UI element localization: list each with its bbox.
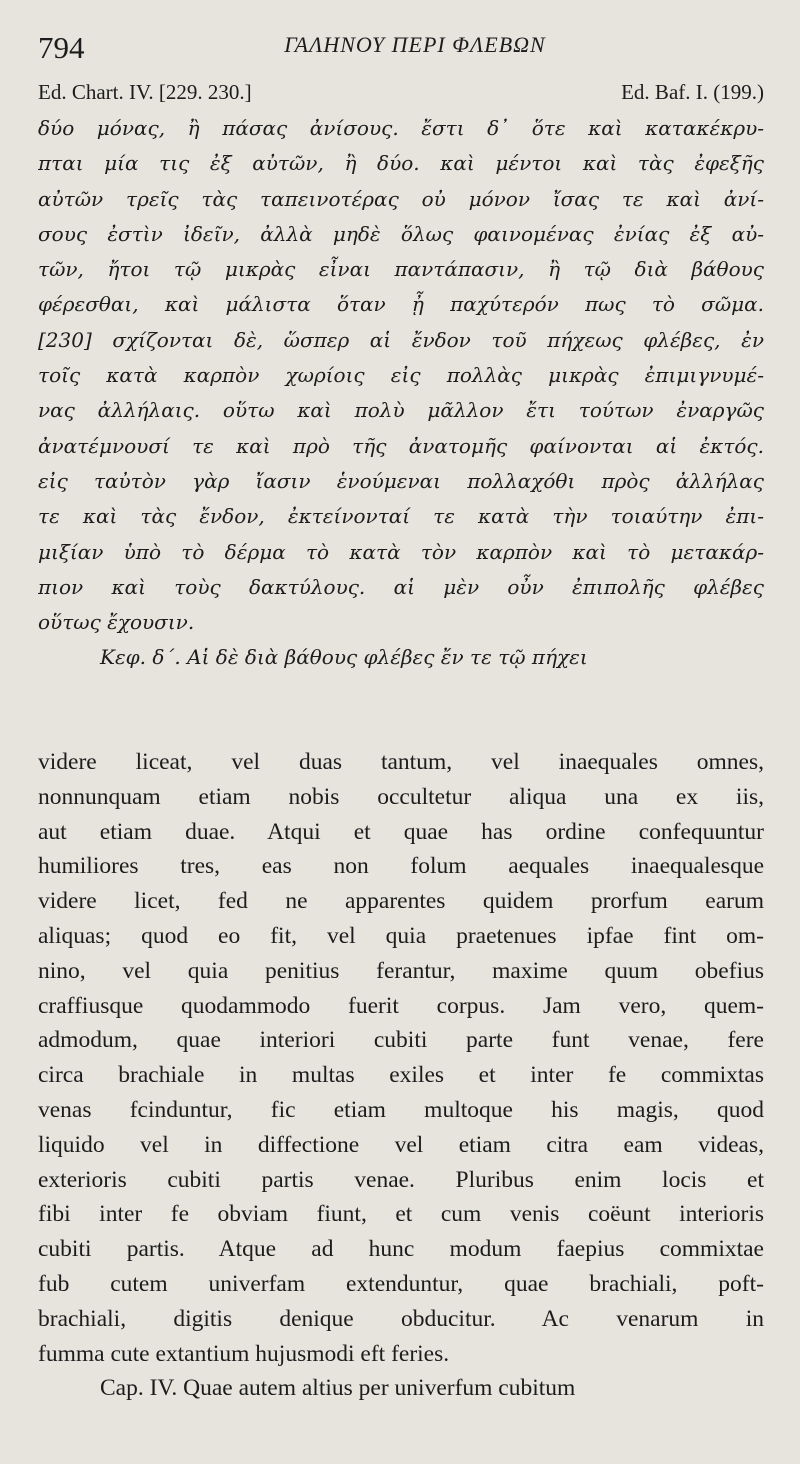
latin-text-block <box>38 745 764 1406</box>
greek-chapter-heading: Κεφ. δ΄. Αἱ δὲ διὰ βάθους φλέβες ἔν τε τῷ πήχει <box>100 645 588 670</box>
latin-line: videre licet, fed ne apparentes quidem prorfum earum <box>38 888 764 915</box>
greek-line: ἀνατέμνουσί τε καὶ πρὸ τῆς ἀνατομῆς φαίνονται αἱ ἐκτός. <box>38 433 764 458</box>
latin-line: nino, vel quia penitius ferantur, maxime quum obefius <box>38 957 764 984</box>
latin-line: admodum, quae interiori cubiti parte funt venae, fere <box>38 1027 764 1054</box>
greek-line: πται μία τις ἐξ αὐτῶν, ἢ δύο. καὶ μέντοι καὶ τὰς ἐφεξῆς <box>38 151 764 176</box>
latin-line: brachiali, digitis denique obducitur. Ac venarum in <box>38 1305 764 1332</box>
greek-line: [230] σχίζονται δὲ, ὥσπερ αἱ ἔνδον τοῦ πήχεως φλέβες, ἐν <box>38 327 764 352</box>
edition-reference-left: Ed. Chart. IV. [229. 230.] <box>38 80 252 104</box>
page-number: 794 <box>38 30 85 65</box>
latin-line: videre liceat, vel duas tantum, vel inaequales omnes, <box>38 749 764 775</box>
latin-line: aut etiam duae. Atqui et quae has ordine confequuntur <box>38 818 764 845</box>
latin-chapter-heading: Cap. IV. Quae autem altius per univerfum cubitum <box>100 1375 576 1402</box>
latin-line: aliquas; quod eo fit, vel quia praetenues ipfae fint om- <box>38 922 764 949</box>
greek-line: φέρεσθαι, καὶ μάλιστα ὅταν ᾖ παχύτερόν πως τὸ σῶμα. <box>38 292 764 317</box>
greek-text-block <box>38 111 764 676</box>
greek-line: νας ἀλλήλαις. οὕτω καὶ πολὺ μᾶλλον ἔτι τούτων ἐναργῶς <box>38 398 764 423</box>
latin-line: nonnunquam etiam nobis occultetur aliqua una ex iis, <box>38 783 764 810</box>
greek-line: τῶν, ἤτοι τῷ μικρὰς εἶναι παντάπασιν, ἢ τῷ διὰ βάθους <box>38 257 764 282</box>
greek-line: πιον καὶ τοὺς δακτύλους. αἱ μὲν οὖν ἐπιπολῆς φλέβες <box>38 574 764 599</box>
latin-line: venas fcinduntur, fic etiam multoque his magis, quod <box>38 1096 764 1123</box>
latin-line: fibi inter fe obviam fiunt, et cum venis coëunt interioris <box>38 1201 764 1228</box>
greek-line: αὐτῶν τρεῖς τὰς ταπεινοτέρας οὐ μόνον ἴσας τε καὶ ἀνί- <box>38 186 764 211</box>
edition-reference-right: Ed. Baf. I. (199.) <box>621 80 764 104</box>
greek-line: δύο μόνας, ἢ πάσας ἀνίσους. ἔστι δ᾽ ὅτε καὶ κατακέκρυ- <box>38 116 764 140</box>
latin-line: craffiusque quodammodo fuerit corpus. Jam vero, quem- <box>38 992 764 1019</box>
latin-line: humiliores tres, eas non folum aequales inaequalesque <box>38 853 764 880</box>
latin-line: liquido vel in diffectione vel etiam citra eam videas, <box>38 1131 764 1158</box>
greek-line: μιξίαν ὑπὸ τὸ δέρμα τὸ κατὰ τὸν καρπὸν καὶ τὸ μετακάρ- <box>38 539 764 564</box>
running-head: ΓΑΛΗΝΟΥ ΠΕΡΙ ΦΛΕΒΩΝ <box>284 32 546 57</box>
latin-line: cubiti partis. Atque ad hunc modum faepius commixtae <box>38 1236 764 1263</box>
greek-line: τοῖς κατὰ καρπὸν χωρίοις εἰς πολλὰς μικρὰς ἐπιμιγνυμέ- <box>38 363 764 388</box>
latin-line: exterioris cubiti partis venae. Pluribus enim locis et <box>38 1166 764 1193</box>
greek-line: εἰς ταὐτὸν γὰρ ἴασιν ἑνούμεναι πολλαχόθι πρὸς ἀλλήλας <box>38 468 764 493</box>
greek-line: τε καὶ τὰς ἔνδον, ἐκτείνονταί τε κατὰ τὴν τοιαύτην ἐπι- <box>38 504 764 529</box>
greek-line: σους ἐστὶν ἰδεῖν, ἀλλὰ μηδὲ ὅλως φαινομένας ἐνίας ἐξ αὐ- <box>38 221 764 246</box>
latin-line: fub cutem univerfam extenduntur, quae brachiali, poft- <box>38 1270 764 1297</box>
latin-line: fumma cute extantium hujusmodi eft feries. <box>38 1340 450 1367</box>
latin-line: circa brachiale in multas exiles et inter fe commixtas <box>38 1062 764 1089</box>
greek-line: οὕτως ἔχουσιν. <box>38 610 195 635</box>
